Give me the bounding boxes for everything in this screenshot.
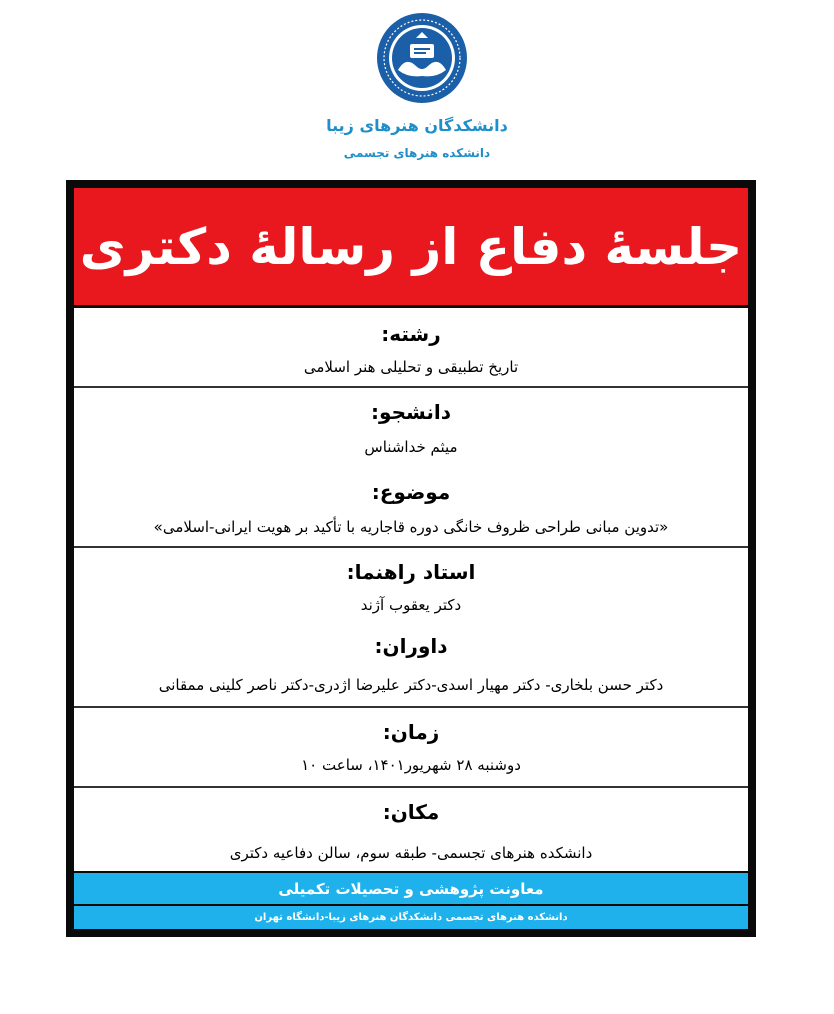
section-student-topic [74,388,748,548]
faculty-name-primary: دانشکدگان هنرهای زیبا [326,116,508,135]
section-field [74,308,748,388]
time-label: زمان: [382,720,440,744]
referees-label: داوران: [374,634,448,658]
title-banner [74,188,748,305]
defense-poster [66,180,756,937]
time-value: دوشنبه ۲۸ شهریور۱۴۰۱، ساعت ۱۰ [301,756,521,774]
place-value: دانشکده هنرهای تجسمی- طبقه سوم، سالن دفاعیه دکتری [229,844,593,862]
referees-value: دکتر حسن بلخاری- دکتر مهیار اسدی-دکتر علیرضا اژدری-دکتر ناصر کلینی ممقانی [158,676,664,694]
university-seal-icon [376,12,468,104]
field-label: رشته: [381,322,441,346]
student-value: میثم خداشناس [364,438,458,456]
topic-label: موضوع: [371,480,451,504]
poster-title: جلسهٔ دفاع از رسالهٔ دکتری [79,217,743,276]
office-footer [74,873,748,904]
faculty-name-secondary: دانشکده هنرهای تجسمی [343,146,491,160]
topic-value: «تدوین مبانی طراحی ظروف خانگی دوره قاجاریه با تأکید بر هویت ایرانی-اسلامی» [153,518,669,536]
field-value: تاریخ تطبیقی و تحلیلی هنر اسلامی [303,358,519,376]
poster-content [74,308,748,871]
supervisor-label: استاد راهنما: [346,560,476,584]
place-label: مکان: [382,800,440,824]
section-place [74,788,748,871]
section-time [74,708,748,788]
student-label: دانشجو: [371,400,451,424]
section-supervisor-referees [74,548,748,708]
affiliation-text: دانشکده هنرهای تجسمی دانشکدگان هنرهای زیبا-دانشگاه تهران [254,912,568,923]
office-name: معاونت پژوهشی و تحصیلات تکمیلی [278,879,544,898]
affiliation-footer [74,906,748,929]
header [0,0,834,180]
supervisor-value: دکتر یعقوب آژند [360,596,462,614]
